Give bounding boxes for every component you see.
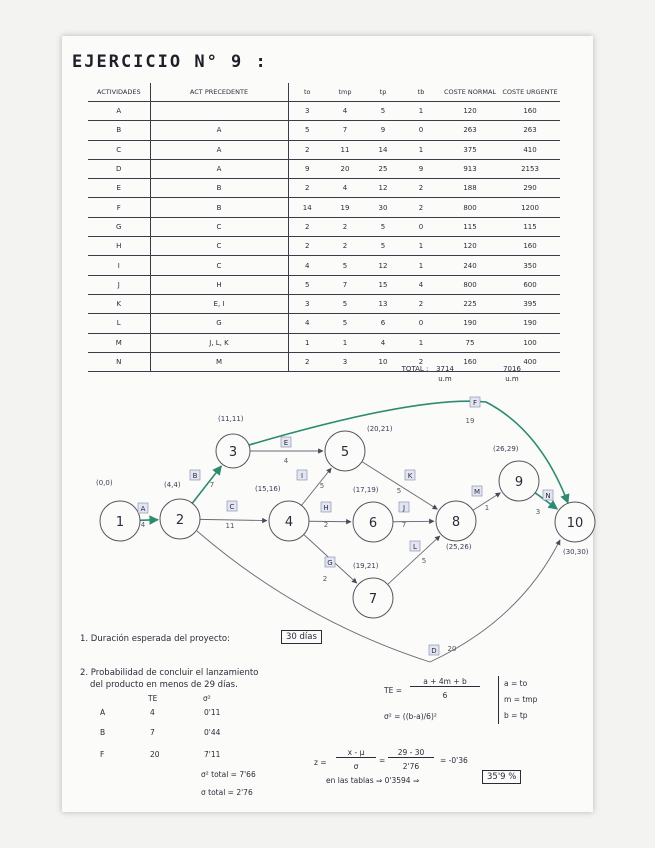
cell-activity: A bbox=[88, 102, 150, 121]
cell-cost-normal: 160 bbox=[440, 352, 500, 371]
cell-tb: 0 bbox=[402, 121, 440, 140]
cell-activity: B bbox=[88, 121, 150, 140]
te-formula-den: 6 bbox=[442, 691, 448, 700]
activity-duration: 5 bbox=[319, 482, 325, 490]
activity-duration: 7 bbox=[209, 481, 215, 489]
cell-tmp: 3 bbox=[326, 352, 364, 371]
cell-tp: 10 bbox=[364, 352, 402, 371]
cell-cost-normal: 115 bbox=[440, 217, 500, 236]
activity-tag: F bbox=[472, 399, 478, 407]
cell-to: 2 bbox=[288, 140, 326, 159]
cell-to: 3 bbox=[288, 294, 326, 313]
cell-tb: 2 bbox=[402, 198, 440, 217]
node-number: 9 bbox=[514, 475, 524, 490]
var-formula: σ² = ((b-a)/6)² bbox=[384, 712, 437, 721]
q2-row-act: F bbox=[100, 750, 105, 759]
cell-activity: E bbox=[88, 179, 150, 198]
cell-cost-urgent: 115 bbox=[500, 217, 560, 236]
activity-tag: J bbox=[402, 504, 406, 512]
cell-tb: 9 bbox=[402, 159, 440, 178]
q2-row-var: 0'44 bbox=[204, 728, 221, 737]
header-act-precedente: ACT PRECEDENTE bbox=[150, 83, 288, 102]
cell-to: 1 bbox=[288, 333, 326, 352]
cell-predecessor: C bbox=[150, 256, 288, 275]
cell-tp: 12 bbox=[364, 179, 402, 198]
formula-legend bbox=[498, 676, 537, 724]
cell-to: 2 bbox=[288, 237, 326, 256]
node-number: 10 bbox=[566, 516, 584, 531]
cell-cost-urgent: 100 bbox=[500, 333, 560, 352]
node-number: 6 bbox=[368, 516, 378, 531]
cell-tb: 1 bbox=[402, 237, 440, 256]
q2-title-line2: del producto en menos de 29 días. bbox=[90, 680, 238, 690]
cell-tp: 6 bbox=[364, 314, 402, 333]
cell-activity: K bbox=[88, 294, 150, 313]
node-times: (26,29) bbox=[493, 445, 519, 453]
activity-tag: C bbox=[229, 503, 235, 511]
q2-row-te: 4 bbox=[150, 708, 155, 717]
cell-cost-normal: 75 bbox=[440, 333, 500, 352]
header-to: to bbox=[288, 83, 326, 102]
cell-activity: G bbox=[88, 217, 150, 236]
q2-var-total: σ² total = 7'66 bbox=[201, 770, 256, 779]
cell-activity: L bbox=[88, 314, 150, 333]
cell-cost-urgent: 290 bbox=[500, 179, 560, 198]
cell-to: 2 bbox=[288, 352, 326, 371]
cell-tmp: 5 bbox=[326, 314, 364, 333]
total-urgent-value: 7016 bbox=[503, 365, 521, 373]
te-formula-num: a + 4m + b bbox=[410, 677, 480, 687]
cell-tb: 2 bbox=[402, 352, 440, 371]
node-times: (19,21) bbox=[353, 562, 379, 570]
header-tb: tb bbox=[402, 83, 440, 102]
node-number: 2 bbox=[175, 513, 185, 528]
q2-col-te: TE bbox=[148, 694, 158, 703]
cell-tb: 0 bbox=[402, 314, 440, 333]
cell-cost-normal: 225 bbox=[440, 294, 500, 313]
cell-to: 2 bbox=[288, 179, 326, 198]
activity-tag: E bbox=[283, 439, 289, 447]
te-formula-lhs: TE = bbox=[384, 686, 402, 695]
header-coste-normal: COSTE NORMAL bbox=[440, 83, 500, 102]
cell-activity: H bbox=[88, 237, 150, 256]
activity-tag: D bbox=[431, 647, 437, 655]
total-normal-value: 3714 bbox=[436, 365, 454, 373]
node-times: (20,21) bbox=[367, 425, 393, 433]
activity-tag: N bbox=[545, 492, 551, 500]
node-times: (11,11) bbox=[218, 415, 244, 423]
activity-duration: 2 bbox=[323, 521, 329, 529]
activity-duration: 7 bbox=[401, 521, 407, 529]
cell-cost-urgent: 600 bbox=[500, 275, 560, 294]
cell-cost-urgent: 1200 bbox=[500, 198, 560, 217]
equals-sign: = bbox=[379, 756, 386, 765]
q2-row-act: B bbox=[100, 728, 106, 737]
cell-tmp: 5 bbox=[326, 294, 364, 313]
cell-cost-normal: 800 bbox=[440, 275, 500, 294]
cell-tb: 2 bbox=[402, 179, 440, 198]
cell-cost-urgent: 410 bbox=[500, 140, 560, 159]
cell-to: 3 bbox=[288, 102, 326, 121]
cell-predecessor: A bbox=[150, 140, 288, 159]
cell-tmp: 7 bbox=[326, 275, 364, 294]
cell-tp: 15 bbox=[364, 275, 402, 294]
cell-cost-urgent: 160 bbox=[500, 102, 560, 121]
activity-tag: B bbox=[192, 472, 198, 480]
cell-predecessor: B bbox=[150, 198, 288, 217]
total-label: TOTAL : bbox=[401, 365, 429, 373]
z-lhs: z = bbox=[314, 758, 327, 767]
cell-tp: 30 bbox=[364, 198, 402, 217]
z-result: = -0'36 bbox=[440, 756, 468, 765]
q2-row-act: A bbox=[100, 708, 106, 717]
cell-predecessor: A bbox=[150, 121, 288, 140]
edge-c bbox=[200, 519, 267, 520]
activity-tag: H bbox=[323, 504, 329, 512]
node-times: (17,19) bbox=[353, 486, 379, 494]
z-frac1-num: x - μ bbox=[336, 748, 376, 758]
q2-sd-total: σ total = 2'76 bbox=[201, 788, 253, 797]
cell-tmp: 20 bbox=[326, 159, 364, 178]
node-times: (25,26) bbox=[446, 543, 472, 551]
activity-duration: 2 bbox=[322, 575, 328, 583]
cell-tmp: 4 bbox=[326, 102, 364, 121]
cell-cost-urgent: 160 bbox=[500, 237, 560, 256]
page-title: EJERCICIO N° 9 : bbox=[72, 52, 268, 72]
cell-tp: 5 bbox=[364, 102, 402, 121]
cell-tp: 25 bbox=[364, 159, 402, 178]
cell-cost-urgent: 263 bbox=[500, 121, 560, 140]
node-number: 7 bbox=[368, 592, 378, 607]
header-coste-urgente: COSTE URGENTE bbox=[500, 83, 560, 102]
node-number: 5 bbox=[340, 445, 350, 460]
cell-predecessor: H bbox=[150, 275, 288, 294]
cell-activity: D bbox=[88, 159, 150, 178]
total-normal-unit: u.m bbox=[438, 375, 452, 383]
node-number: 8 bbox=[451, 515, 461, 530]
cell-activity: I bbox=[88, 256, 150, 275]
activity-duration: 4 bbox=[140, 521, 146, 529]
node-number: 1 bbox=[115, 515, 125, 530]
activity-duration: 4 bbox=[283, 457, 289, 465]
cell-predecessor: G bbox=[150, 314, 288, 333]
cell-tp: 5 bbox=[364, 217, 402, 236]
cell-tb: 4 bbox=[402, 275, 440, 294]
cell-cost-urgent: 2153 bbox=[500, 159, 560, 178]
cell-predecessor: B bbox=[150, 179, 288, 198]
cell-cost-normal: 188 bbox=[440, 179, 500, 198]
cell-tp: 4 bbox=[364, 333, 402, 352]
cell-activity: N bbox=[88, 352, 150, 371]
cell-tmp: 19 bbox=[326, 198, 364, 217]
cell-activity: J bbox=[88, 275, 150, 294]
header-actividades: ACTIVIDADES bbox=[88, 83, 150, 102]
activity-tag: I bbox=[300, 472, 304, 480]
cell-tmp: 7 bbox=[326, 121, 364, 140]
activity-duration: 5 bbox=[421, 557, 427, 565]
cell-cost-normal: 190 bbox=[440, 314, 500, 333]
node-times: (0,0) bbox=[96, 479, 113, 487]
cell-activity: C bbox=[88, 140, 150, 159]
cell-tmp: 5 bbox=[326, 256, 364, 275]
header-tp: tp bbox=[364, 83, 402, 102]
cell-tp: 5 bbox=[364, 237, 402, 256]
q1-text: 1. Duración esperada del proyecto: bbox=[80, 634, 230, 644]
q2-row-te: 20 bbox=[150, 750, 160, 759]
z-frac2-num: 29 - 30 bbox=[388, 748, 434, 758]
cell-predecessor: E, I bbox=[150, 294, 288, 313]
cell-predecessor: A bbox=[150, 159, 288, 178]
activity-tag: K bbox=[407, 472, 413, 480]
cell-tp: 14 bbox=[364, 140, 402, 159]
cell-tp: 13 bbox=[364, 294, 402, 313]
legend-b: b = tp bbox=[504, 711, 528, 720]
cell-cost-normal: 375 bbox=[440, 140, 500, 159]
table-lookup: en las tablas ⇒ 0'3594 ⇒ bbox=[326, 776, 420, 785]
q2-title-line1: 2. Probabilidad de concluir el lanzamiento bbox=[80, 668, 259, 678]
cell-predecessor: C bbox=[150, 217, 288, 236]
cell-cost-normal: 120 bbox=[440, 102, 500, 121]
cell-tb: 1 bbox=[402, 333, 440, 352]
cell-cost-normal: 240 bbox=[440, 256, 500, 275]
node-number: 3 bbox=[228, 445, 238, 460]
cell-activity: F bbox=[88, 198, 150, 217]
cell-cost-urgent: 400 bbox=[500, 352, 560, 371]
cell-activity: M bbox=[88, 333, 150, 352]
cell-cost-urgent: 190 bbox=[500, 314, 560, 333]
activity-duration: 3 bbox=[535, 508, 541, 516]
q1-answer: 30 días bbox=[281, 630, 322, 644]
cell-cost-normal: 120 bbox=[440, 237, 500, 256]
cell-to: 14 bbox=[288, 198, 326, 217]
cell-to: 4 bbox=[288, 314, 326, 333]
node-times: (15,16) bbox=[255, 485, 281, 493]
cell-to: 5 bbox=[288, 275, 326, 294]
activity-duration: 11 bbox=[225, 522, 235, 530]
cell-tmp: 4 bbox=[326, 179, 364, 198]
cell-tb: 2 bbox=[402, 294, 440, 313]
legend-m: m = tmp bbox=[504, 695, 538, 704]
cell-to: 2 bbox=[288, 217, 326, 236]
cell-tb: 0 bbox=[402, 217, 440, 236]
cell-predecessor: C bbox=[150, 237, 288, 256]
cell-tp: 12 bbox=[364, 256, 402, 275]
cell-to: 4 bbox=[288, 256, 326, 275]
cell-tmp: 2 bbox=[326, 237, 364, 256]
z-frac2-den: 2'76 bbox=[402, 762, 420, 771]
cell-to: 9 bbox=[288, 159, 326, 178]
node-times: (4,4) bbox=[164, 481, 181, 489]
cell-cost-urgent: 395 bbox=[500, 294, 560, 313]
activity-tag: A bbox=[140, 505, 146, 513]
edge-h bbox=[309, 521, 351, 522]
cell-tb: 1 bbox=[402, 256, 440, 275]
cell-tmp: 11 bbox=[326, 140, 364, 159]
activity-duration: 20 bbox=[447, 645, 457, 653]
cell-to: 5 bbox=[288, 121, 326, 140]
cell-predecessor: M bbox=[150, 352, 288, 371]
q2-col-var: σ² bbox=[203, 694, 211, 703]
activity-tag: L bbox=[413, 543, 417, 551]
legend-a: a = to bbox=[504, 679, 528, 688]
cell-tmp: 1 bbox=[326, 333, 364, 352]
node-number: 4 bbox=[284, 515, 294, 530]
activity-duration: 1 bbox=[484, 504, 490, 512]
cell-cost-normal: 800 bbox=[440, 198, 500, 217]
cell-cost-normal: 263 bbox=[440, 121, 500, 140]
cell-tb: 1 bbox=[402, 102, 440, 121]
cell-tmp: 2 bbox=[326, 217, 364, 236]
header-tmp: tmp bbox=[326, 83, 364, 102]
activity-duration: 5 bbox=[396, 487, 402, 495]
activity-tag: G bbox=[327, 559, 333, 567]
z-frac1-den: σ bbox=[353, 762, 359, 771]
cell-tp: 9 bbox=[364, 121, 402, 140]
q2-answer: 35'9 % bbox=[482, 770, 521, 784]
cell-cost-urgent: 350 bbox=[500, 256, 560, 275]
cell-tb: 1 bbox=[402, 140, 440, 159]
cell-cost-normal: 913 bbox=[440, 159, 500, 178]
activity-tag: M bbox=[473, 488, 481, 496]
q2-row-te: 7 bbox=[150, 728, 155, 737]
cell-predecessor: J, L, K bbox=[150, 333, 288, 352]
q2-row-var: 7'11 bbox=[204, 750, 221, 759]
total-urgent-unit: u.m bbox=[505, 375, 519, 383]
activity-duration: 19 bbox=[465, 417, 475, 425]
node-times: (30,30) bbox=[563, 548, 589, 556]
q2-row-var: 0'11 bbox=[204, 708, 221, 717]
